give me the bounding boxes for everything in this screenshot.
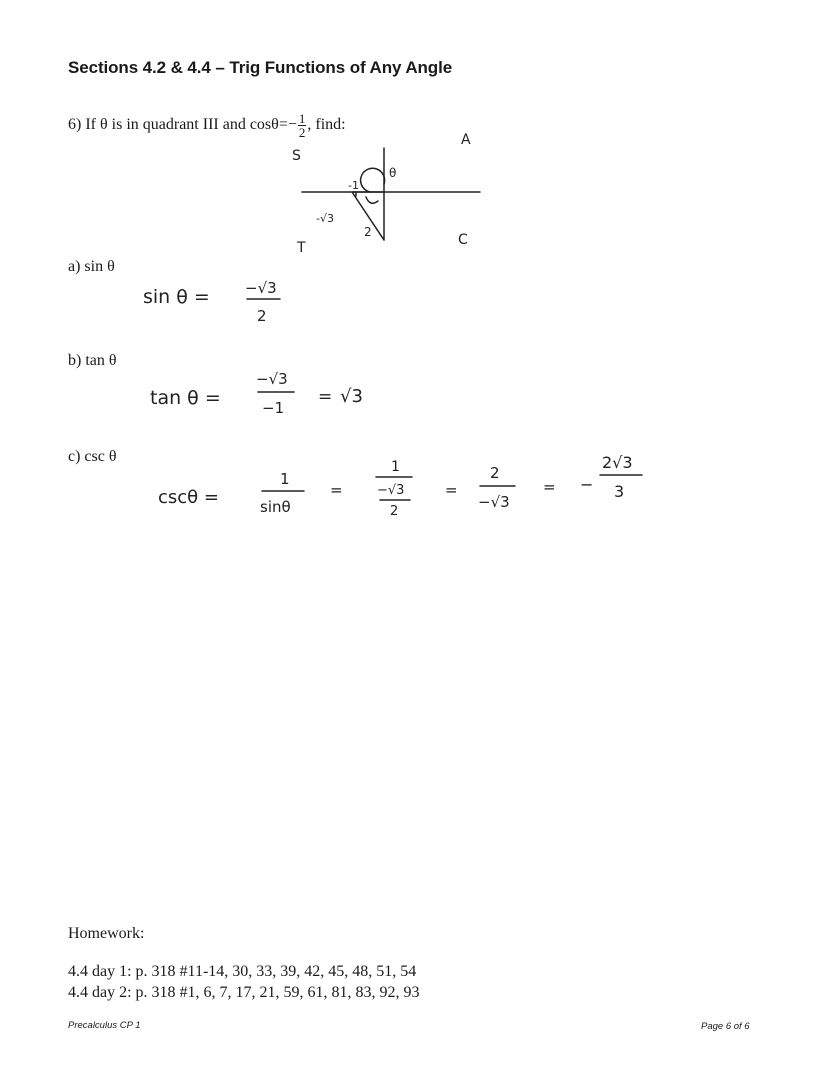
homework-line-2: 4.4 day 2: p. 318 #1, 6, 7, 17, 21, 59, 61, 81, 83, 92, 93 <box>68 984 420 1001</box>
part-c-frac2-inner-denominator: 2 <box>390 504 399 519</box>
angle-arc <box>361 168 385 192</box>
part-c-result-denominator: 3 <box>614 482 625 501</box>
part-b-lhs: tan θ = <box>150 387 221 409</box>
footer-course: Precalculus CP 1 <box>68 1020 141 1031</box>
part-c-frac3-denominator: −√3 <box>478 493 510 511</box>
part-a-lhs: sin θ = <box>143 286 210 308</box>
diagram-neg-one: -1 <box>348 179 359 192</box>
part-a-work <box>143 279 280 325</box>
quadrant-label-t: T <box>297 240 306 256</box>
part-c-label: c) csc θ <box>68 448 117 465</box>
problem-suffix: , find: <box>307 116 346 134</box>
part-b-equals: = <box>318 387 333 407</box>
part-a-numerator: −√3 <box>245 279 277 297</box>
part-c-work <box>158 453 642 519</box>
part-b-numerator: −√3 <box>256 370 288 388</box>
fraction-denominator: 2 <box>298 125 306 140</box>
part-c-equals-3: = <box>543 478 556 496</box>
part-c-result-sign: − <box>580 475 594 494</box>
part-c-lhs: cscθ = <box>158 487 219 508</box>
part-a-label: a) sin θ <box>68 258 115 275</box>
angle-arc-small <box>366 197 378 203</box>
part-b-denominator: −1 <box>262 399 285 417</box>
part-c-frac1-numerator: 1 <box>280 470 290 488</box>
page-heading: Sections 4.2 & 4.4 – Trig Functions of Any Angle <box>68 58 453 77</box>
quadrant-diagram <box>292 132 480 256</box>
problem-prefix: 6) If θ is in quadrant III and cosθ=− <box>68 116 297 134</box>
homework-line-1: 4.4 day 1: p. 318 #11-14, 30, 33, 39, 42, 45, 48, 51, 54 <box>68 963 417 980</box>
part-c-frac3-numerator: 2 <box>490 464 500 482</box>
part-b-work <box>150 370 363 417</box>
part-c-result-numerator: 2√3 <box>602 453 633 472</box>
part-c-equals-2: = <box>445 481 458 499</box>
fraction-numerator: 1 <box>298 111 306 126</box>
part-b-label: b) tan θ <box>68 352 117 369</box>
quadrant-label-a: A <box>461 132 471 148</box>
diagram-neg-root-three: -√3 <box>316 212 334 225</box>
homework-title: Homework: <box>68 925 145 942</box>
quadrant-label-s: S <box>292 148 301 164</box>
part-b-result: √3 <box>340 386 363 407</box>
theta-label: θ <box>389 166 397 180</box>
part-c-frac2-numerator: 1 <box>391 459 400 475</box>
footer-page-number: Page 6 of 6 <box>701 1021 750 1032</box>
part-c-equals-1: = <box>330 481 343 499</box>
part-c-frac2-inner-numerator: −√3 <box>377 483 405 498</box>
part-c-frac1-denominator: sinθ <box>260 498 291 516</box>
part-a-denominator: 2 <box>257 307 267 325</box>
quadrant-label-c: C <box>458 232 468 248</box>
diagram-hypotenuse: 2 <box>364 225 372 239</box>
